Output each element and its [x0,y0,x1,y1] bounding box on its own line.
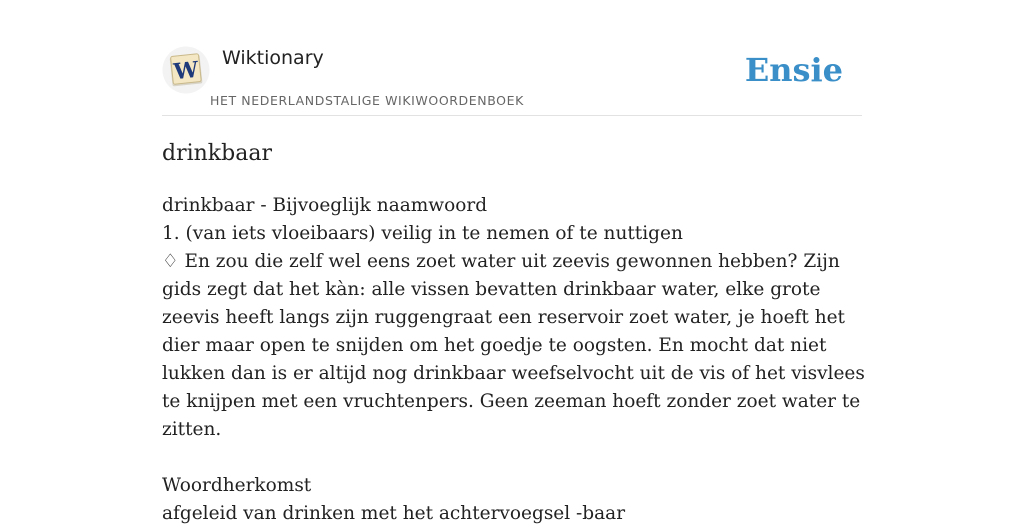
site-name[interactable]: Wiktionary [222,47,324,69]
header-divider [162,115,862,116]
site-tagline: HET NEDERLANDSTALIGE WIKIWOORDENBOEK [210,93,524,108]
logo-letter: W [172,56,200,86]
wiktionary-logo-icon[interactable] [162,46,210,94]
spacer [162,444,866,472]
entry-title: drinkbaar [162,141,272,166]
example-quote: ♢ En zou die zelf wel eens zoet water uit zeevis gewonnen hebben? Zijn gids zegt dat het kàn: alle vissen bevatten drinkbaar water, elke grote zeevis heeft langs zijn ruggengraat een reservoir zoet water, je hoeft het dier maar open te snijden om het goedje te oogsten. En mocht dat niet lukken dan is er altijd nog drinkbaar weefselvocht uit de vis of het visvlees te knijpen met een vruchtenpers. Geen zeeman hoeft zonder zoet water te zitten. [162,251,865,440]
ensie-logo[interactable]: Ensie [744,51,843,89]
etymology-text: afgeleid van drinken met het achtervoegsel -baar [162,503,626,524]
etymology-heading: Woordherkomst [162,475,312,496]
definition: 1. (van iets vloeibaars) veilig in te nemen of te nuttigen [162,223,683,244]
entry-content [162,192,866,528]
word-type: drinkbaar - Bijvoeglijk naamwoord [162,195,488,216]
